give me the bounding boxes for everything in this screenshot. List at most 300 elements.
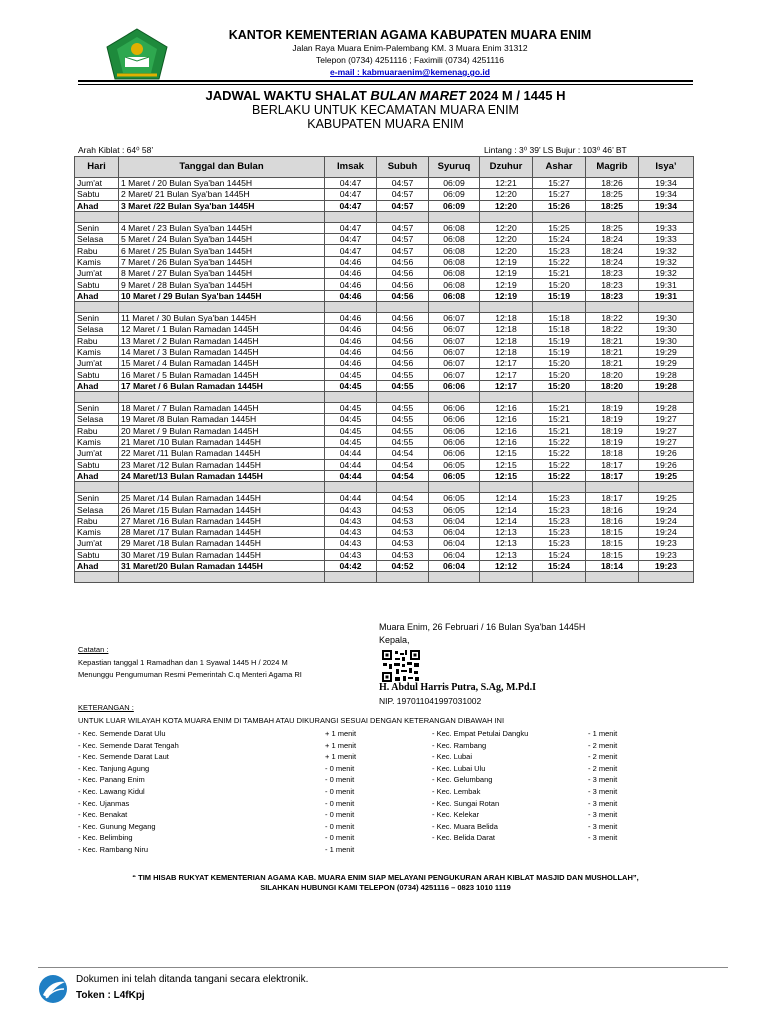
coordinates: Lintang : 3⁰ 39’ LS Bujur : 103⁰ 46’ BT bbox=[484, 145, 627, 155]
date-cell: 17 Maret / 6 Bulan Ramadan 1445H bbox=[119, 380, 325, 391]
time-cell: 15:25 bbox=[533, 222, 586, 233]
column-header: Syuruq bbox=[429, 157, 480, 178]
time-cell: 12:18 bbox=[480, 346, 533, 357]
time-cell: 04:45 bbox=[325, 436, 377, 447]
kecamatan-name: - Kec. Rambang Niru bbox=[78, 845, 149, 854]
hisab-note-line-1: “ TIM HISAB RUKYAT KEMENTERIAN AGAMA KAB. MUARA ENIM SIAP MELAYANI PENGUKURAN ARAH KIBLAT MASJID DAN MUSHOLLAH”, bbox=[132, 873, 639, 882]
time-cell: 19:30 bbox=[639, 312, 694, 323]
table-row bbox=[75, 425, 694, 436]
catatan-line-1: Kepastian tanggal 1 Ramadhan dan 1 Syawal 1445 H / 2024 M bbox=[78, 658, 288, 667]
time-cell: 12:19 bbox=[480, 256, 533, 267]
time-cell: 12:19 bbox=[480, 290, 533, 301]
time-cell: 04:44 bbox=[325, 448, 377, 459]
time-cell: 06:06 bbox=[429, 380, 480, 391]
day-cell: Senin bbox=[75, 493, 119, 504]
kecamatan-adjustment: - 3 menit bbox=[588, 787, 618, 796]
table-row bbox=[75, 335, 694, 346]
time-cell: 06:07 bbox=[429, 358, 480, 369]
time-cell: 12:17 bbox=[480, 358, 533, 369]
keterangan-intro: UNTUK LUAR WILAYAH KOTA MUARA ENIM DI TAMBAH ATAU DIKURANGI SESUAI DENGAN KETERANGAN DIBAWAH INI bbox=[78, 716, 505, 725]
kecamatan-adjustment: + 1 menit bbox=[325, 729, 357, 738]
office-address: Jalan Raya Muara Enim-Palembang KM. 3 Muara Enim 31312 bbox=[292, 43, 528, 53]
time-cell: 04:46 bbox=[325, 335, 377, 346]
time-cell: 12:17 bbox=[480, 369, 533, 380]
time-cell: 04:45 bbox=[325, 369, 377, 380]
day-cell: Senin bbox=[75, 312, 119, 323]
kecamatan-name: - Kec. Lubai bbox=[432, 752, 473, 762]
time-cell: 04:46 bbox=[325, 290, 377, 301]
date-cell: 9 Maret / 28 Bulan Sya'ban 1445H bbox=[119, 279, 325, 290]
separator-cell bbox=[119, 572, 325, 583]
separator-cell bbox=[429, 482, 480, 493]
time-cell: 04:53 bbox=[377, 515, 429, 526]
time-cell: 18:24 bbox=[586, 245, 639, 256]
day-cell: Senin bbox=[75, 222, 119, 233]
kecamatan-adjustment: - 2 menit bbox=[588, 740, 618, 750]
date-cell: 8 Maret / 27 Bulan Sya'ban 1445H bbox=[119, 268, 325, 279]
separator-cell bbox=[377, 211, 429, 222]
week-separator-row bbox=[75, 392, 694, 403]
date-cell: 26 Maret /15 Bulan Ramadan 1445H bbox=[119, 504, 325, 515]
day-cell: Jum'at bbox=[75, 268, 119, 279]
kecamatan-adjustment: - 0 menit bbox=[325, 798, 355, 808]
separator-cell bbox=[75, 301, 119, 312]
time-cell: 12:20 bbox=[480, 245, 533, 256]
date-cell: 3 Maret /22 Bulan Sya'ban 1445H bbox=[119, 200, 325, 211]
separator-cell bbox=[75, 482, 119, 493]
time-cell: 19:32 bbox=[639, 245, 694, 256]
table-row bbox=[75, 549, 694, 560]
date-cell: 16 Maret / 5 Bulan Ramadan 1445H bbox=[119, 369, 325, 380]
time-cell: 15:27 bbox=[533, 178, 586, 189]
time-cell: 04:56 bbox=[377, 290, 429, 301]
column-header: Hari bbox=[75, 157, 119, 178]
separator-cell bbox=[480, 301, 533, 312]
separator-cell bbox=[429, 392, 480, 403]
time-cell: 18:26 bbox=[586, 178, 639, 189]
footer-rule bbox=[38, 967, 728, 968]
time-cell: 19:23 bbox=[639, 549, 694, 560]
time-cell: 06:08 bbox=[429, 279, 480, 290]
time-cell: 15:23 bbox=[533, 538, 586, 549]
time-cell: 04:55 bbox=[377, 369, 429, 380]
time-cell: 06:07 bbox=[429, 312, 480, 323]
time-cell: 06:04 bbox=[429, 515, 480, 526]
bsre-logo-icon bbox=[36, 973, 70, 1005]
esign-token: Token : L4fKpj bbox=[76, 990, 145, 1001]
date-cell: 30 Maret /19 Bulan Ramadan 1445H bbox=[119, 549, 325, 560]
time-cell: 06:05 bbox=[429, 504, 480, 515]
time-cell: 15:21 bbox=[533, 403, 586, 414]
kecamatan-adjustment: - 0 menit bbox=[325, 821, 355, 831]
time-cell: 04:53 bbox=[377, 527, 429, 538]
time-cell: 04:46 bbox=[325, 346, 377, 357]
time-cell: 15:21 bbox=[533, 414, 586, 425]
time-cell: 18:16 bbox=[586, 515, 639, 526]
separator-cell bbox=[533, 392, 586, 403]
kecamatan-adjustment: - 0 menit bbox=[325, 833, 355, 843]
time-cell: 15:19 bbox=[533, 290, 586, 301]
catatan-label: Catatan : bbox=[78, 645, 109, 654]
time-cell: 18:14 bbox=[586, 560, 639, 571]
time-cell: 19:34 bbox=[639, 178, 694, 189]
time-cell: 12:15 bbox=[480, 448, 533, 459]
time-cell: 04:53 bbox=[377, 549, 429, 560]
time-cell: 04:56 bbox=[377, 335, 429, 346]
time-cell: 12:15 bbox=[480, 459, 533, 470]
day-cell: Ahad bbox=[75, 470, 119, 481]
time-cell: 18:25 bbox=[586, 189, 639, 200]
kecamatan-adjustment: - 3 menit bbox=[588, 810, 618, 820]
time-cell: 04:56 bbox=[377, 358, 429, 369]
time-cell: 18:19 bbox=[586, 436, 639, 447]
time-cell: 04:46 bbox=[325, 358, 377, 369]
day-cell: Sabtu bbox=[75, 369, 119, 380]
time-cell: 15:23 bbox=[533, 493, 586, 504]
time-cell: 04:46 bbox=[325, 324, 377, 335]
time-cell: 15:26 bbox=[533, 200, 586, 211]
separator-cell bbox=[377, 572, 429, 583]
time-cell: 06:04 bbox=[429, 538, 480, 549]
kecamatan-adjustment: - 1 menit bbox=[588, 729, 618, 738]
date-cell: 22 Maret /11 Bulan Ramadan 1445H bbox=[119, 448, 325, 459]
kecamatan-name: - Kec. Empat Petulai Dangku bbox=[432, 729, 529, 738]
day-cell: Sabtu bbox=[75, 279, 119, 290]
separator-cell bbox=[429, 301, 480, 312]
time-cell: 15:19 bbox=[533, 346, 586, 357]
table-row bbox=[75, 222, 694, 233]
table-row bbox=[75, 346, 694, 357]
time-cell: 06:06 bbox=[429, 425, 480, 436]
time-cell: 06:04 bbox=[429, 560, 480, 571]
time-cell: 18:24 bbox=[586, 256, 639, 267]
time-cell: 18:23 bbox=[586, 279, 639, 290]
time-cell: 04:57 bbox=[377, 234, 429, 245]
time-cell: 04:47 bbox=[325, 222, 377, 233]
separator-cell bbox=[119, 482, 325, 493]
time-cell: 18:18 bbox=[586, 448, 639, 459]
time-cell: 04:47 bbox=[325, 234, 377, 245]
time-cell: 04:44 bbox=[325, 493, 377, 504]
separator-cell bbox=[639, 301, 694, 312]
kecamatan-name: - Kec. Semende Darat Tengah bbox=[78, 740, 179, 750]
table-row bbox=[75, 470, 694, 481]
time-cell: 12:15 bbox=[480, 470, 533, 481]
date-cell: 18 Maret / 7 Bulan Ramadan 1445H bbox=[119, 403, 325, 414]
time-cell: 15:23 bbox=[533, 527, 586, 538]
time-cell: 19:34 bbox=[639, 189, 694, 200]
time-cell: 06:08 bbox=[429, 234, 480, 245]
time-cell: 19:26 bbox=[639, 448, 694, 459]
time-cell: 19:28 bbox=[639, 369, 694, 380]
day-cell: Selasa bbox=[75, 324, 119, 335]
date-cell: 29 Maret /18 Bulan Ramadan 1445H bbox=[119, 538, 325, 549]
time-cell: 12:14 bbox=[480, 504, 533, 515]
date-cell: 19 Maret /8 Bulan Ramadan 1445H bbox=[119, 414, 325, 425]
separator-cell bbox=[586, 482, 639, 493]
time-cell: 15:22 bbox=[533, 436, 586, 447]
time-cell: 04:43 bbox=[325, 527, 377, 538]
kecamatan-adjustment: - 1 menit bbox=[325, 845, 355, 854]
time-cell: 12:19 bbox=[480, 268, 533, 279]
time-cell: 04:43 bbox=[325, 515, 377, 526]
time-cell: 19:30 bbox=[639, 324, 694, 335]
separator-cell bbox=[75, 211, 119, 222]
header-rule-thick bbox=[78, 80, 693, 82]
date-cell: 15 Maret / 4 Bulan Ramadan 1445H bbox=[119, 358, 325, 369]
separator-cell bbox=[533, 211, 586, 222]
time-cell: 06:06 bbox=[429, 403, 480, 414]
table-row bbox=[75, 493, 694, 504]
table-row bbox=[75, 504, 694, 515]
kecamatan-name: - Kec. Lembak bbox=[432, 787, 481, 796]
time-cell: 15:23 bbox=[533, 245, 586, 256]
time-cell: 19:28 bbox=[639, 403, 694, 414]
time-cell: 12:20 bbox=[480, 222, 533, 233]
time-cell: 04:46 bbox=[325, 256, 377, 267]
table-row bbox=[75, 380, 694, 391]
time-cell: 15:22 bbox=[533, 459, 586, 470]
kecamatan-name: - Kec. Ujanmas bbox=[78, 798, 130, 808]
date-cell: 25 Maret /14 Bulan Ramadan 1445H bbox=[119, 493, 325, 504]
table-row bbox=[75, 245, 694, 256]
date-cell: 24 Maret/13 Bulan Ramadan 1445H bbox=[119, 470, 325, 481]
kecamatan-adjustment: + 1 menit bbox=[325, 740, 357, 750]
time-cell: 04:55 bbox=[377, 436, 429, 447]
time-cell: 12:19 bbox=[480, 279, 533, 290]
separator-cell bbox=[377, 301, 429, 312]
schedule-subtitle: BERLAKU UNTUK KECAMATAN MUARA ENIM bbox=[252, 103, 519, 117]
kecamatan-name: - Kec. Semende Darat Ulu bbox=[78, 729, 166, 738]
time-cell: 19:33 bbox=[639, 234, 694, 245]
week-separator-row bbox=[75, 572, 694, 583]
table-row bbox=[75, 369, 694, 380]
time-cell: 04:47 bbox=[325, 178, 377, 189]
time-cell: 04:56 bbox=[377, 312, 429, 323]
header-rule-thin bbox=[78, 84, 693, 85]
arah-kiblat: Arah Kiblat : 64⁰ 58’ bbox=[78, 145, 154, 155]
time-cell: 06:09 bbox=[429, 178, 480, 189]
kecamatan-name: - Kec. Belida Darat bbox=[432, 833, 495, 843]
time-cell: 04:54 bbox=[377, 470, 429, 481]
kecamatan-name: - Kec. Benakat bbox=[78, 810, 128, 820]
day-cell: Ahad bbox=[75, 290, 119, 301]
time-cell: 15:21 bbox=[533, 425, 586, 436]
time-cell: 15:24 bbox=[533, 549, 586, 560]
office-name: KANTOR KEMENTERIAN AGAMA KABUPATEN MUARA ENIM bbox=[228, 28, 592, 42]
table-row bbox=[75, 538, 694, 549]
time-cell: 04:47 bbox=[325, 189, 377, 200]
separator-cell bbox=[119, 211, 325, 222]
signatory-nip: NIP. 197011041997031002 bbox=[379, 696, 482, 706]
day-cell: Sabtu bbox=[75, 189, 119, 200]
column-header: Tanggal dan Bulan bbox=[119, 157, 325, 178]
time-cell: 12:14 bbox=[480, 515, 533, 526]
column-header: Ashar bbox=[533, 157, 586, 178]
week-separator-row bbox=[75, 482, 694, 493]
time-cell: 19:25 bbox=[639, 470, 694, 481]
time-cell: 19:31 bbox=[639, 279, 694, 290]
time-cell: 04:57 bbox=[377, 222, 429, 233]
table-row bbox=[75, 178, 694, 189]
catatan-line-2: Menunggu Pengumuman Resmi Pemerintah C.q Menteri Agama RI bbox=[78, 670, 302, 679]
time-cell: 04:45 bbox=[325, 414, 377, 425]
date-cell: 27 Maret /16 Bulan Ramadan 1445H bbox=[119, 515, 325, 526]
time-cell: 15:21 bbox=[533, 268, 586, 279]
separator-cell bbox=[377, 392, 429, 403]
time-cell: 18:22 bbox=[586, 312, 639, 323]
time-cell: 04:56 bbox=[377, 324, 429, 335]
day-cell: Sabtu bbox=[75, 549, 119, 560]
kecamatan-name: - Kec. Rambang bbox=[432, 740, 487, 750]
table-header-row bbox=[75, 157, 694, 178]
kecamatan-adjustment: - 0 menit bbox=[325, 775, 355, 785]
separator-cell bbox=[480, 392, 533, 403]
time-cell: 18:20 bbox=[586, 380, 639, 391]
signatory-name: H. Abdul Harris Putra, S.Ag, M.Pd.I bbox=[379, 682, 536, 693]
kecamatan-adjustment: - 0 menit bbox=[325, 787, 355, 796]
time-cell: 12:21 bbox=[480, 178, 533, 189]
time-cell: 06:06 bbox=[429, 448, 480, 459]
time-cell: 19:33 bbox=[639, 222, 694, 233]
day-cell: Rabu bbox=[75, 515, 119, 526]
time-cell: 04:47 bbox=[325, 200, 377, 211]
day-cell: Kamis bbox=[75, 436, 119, 447]
time-cell: 12:16 bbox=[480, 425, 533, 436]
time-cell: 04:56 bbox=[377, 279, 429, 290]
time-cell: 06:06 bbox=[429, 414, 480, 425]
time-cell: 18:17 bbox=[586, 493, 639, 504]
time-cell: 15:24 bbox=[533, 234, 586, 245]
time-cell: 12:14 bbox=[480, 493, 533, 504]
time-cell: 12:18 bbox=[480, 312, 533, 323]
day-cell: Senin bbox=[75, 403, 119, 414]
time-cell: 04:45 bbox=[325, 425, 377, 436]
table-row bbox=[75, 234, 694, 245]
column-header: Imsak bbox=[325, 157, 377, 178]
time-cell: 04:53 bbox=[377, 538, 429, 549]
time-cell: 15:23 bbox=[533, 515, 586, 526]
time-cell: 19:28 bbox=[639, 380, 694, 391]
time-cell: 04:55 bbox=[377, 403, 429, 414]
time-cell: 06:09 bbox=[429, 189, 480, 200]
kecamatan-adjustment: - 2 menit bbox=[588, 752, 618, 762]
separator-cell bbox=[639, 482, 694, 493]
column-header: Magrib bbox=[586, 157, 639, 178]
time-cell: 04:57 bbox=[377, 200, 429, 211]
time-cell: 04:46 bbox=[325, 312, 377, 323]
separator-cell bbox=[533, 301, 586, 312]
table-row bbox=[75, 414, 694, 425]
time-cell: 19:34 bbox=[639, 200, 694, 211]
kecamatan-name: - Kec. Lubai Ulu bbox=[432, 763, 486, 773]
time-cell: 12:17 bbox=[480, 380, 533, 391]
time-cell: 19:24 bbox=[639, 527, 694, 538]
table-row bbox=[75, 290, 694, 301]
office-email-link[interactable]: e-mail : kabmuaraenim@kemenag.go.id bbox=[330, 67, 490, 77]
time-cell: 06:07 bbox=[429, 369, 480, 380]
date-cell: 31 Maret/20 Bulan Ramadan 1445H bbox=[119, 560, 325, 571]
separator-cell bbox=[325, 301, 377, 312]
separator-cell bbox=[119, 392, 325, 403]
separator-cell bbox=[586, 392, 639, 403]
kecamatan-name: - Kec. Tanjung Agung bbox=[78, 763, 150, 773]
time-cell: 04:44 bbox=[325, 470, 377, 481]
time-cell: 15:22 bbox=[533, 470, 586, 481]
schedule-title: JADWAL WAKTU SHALAT BULAN MARET 2024 M / 1445 H bbox=[205, 88, 566, 103]
time-cell: 06:08 bbox=[429, 222, 480, 233]
time-cell: 04:52 bbox=[377, 560, 429, 571]
separator-cell bbox=[75, 392, 119, 403]
keterangan-label: KETERANGAN : bbox=[78, 703, 134, 712]
time-cell: 18:15 bbox=[586, 538, 639, 549]
time-cell: 04:55 bbox=[377, 380, 429, 391]
time-cell: 06:08 bbox=[429, 290, 480, 301]
time-cell: 12:13 bbox=[480, 527, 533, 538]
office-phone: Telepon (0734) 4251116 ; Faximili (0734) 4251116 bbox=[316, 55, 504, 65]
separator-cell bbox=[429, 211, 480, 222]
day-cell: Rabu bbox=[75, 335, 119, 346]
time-cell: 19:27 bbox=[639, 436, 694, 447]
time-cell: 19:23 bbox=[639, 560, 694, 571]
time-cell: 04:56 bbox=[377, 256, 429, 267]
separator-cell bbox=[377, 482, 429, 493]
time-cell: 12:16 bbox=[480, 436, 533, 447]
time-cell: 04:56 bbox=[377, 268, 429, 279]
table-row bbox=[75, 560, 694, 571]
table-row bbox=[75, 268, 694, 279]
kecamatan-name: - Kec. Gelumbang bbox=[432, 775, 493, 785]
date-cell: 23 Maret /12 Bulan Ramadan 1445H bbox=[119, 459, 325, 470]
schedule-region: KABUPATEN MUARA ENIM bbox=[307, 117, 464, 131]
time-cell: 15:22 bbox=[533, 448, 586, 459]
table-row bbox=[75, 189, 694, 200]
time-cell: 18:15 bbox=[586, 549, 639, 560]
table-row bbox=[75, 527, 694, 538]
time-cell: 06:05 bbox=[429, 459, 480, 470]
time-cell: 04:54 bbox=[377, 459, 429, 470]
time-cell: 04:44 bbox=[325, 459, 377, 470]
time-cell: 06:04 bbox=[429, 527, 480, 538]
separator-cell bbox=[325, 211, 377, 222]
time-cell: 12:20 bbox=[480, 200, 533, 211]
esign-statement: Dokumen ini telah ditanda tangani secara elektronik. bbox=[76, 974, 309, 985]
time-cell: 19:31 bbox=[639, 290, 694, 301]
time-cell: 06:08 bbox=[429, 245, 480, 256]
table-row bbox=[75, 403, 694, 414]
time-cell: 15:27 bbox=[533, 189, 586, 200]
time-cell: 06:04 bbox=[429, 549, 480, 560]
date-cell: 21 Maret /10 Bulan Ramadan 1445H bbox=[119, 436, 325, 447]
kecamatan-name: - Kec. Panang Enim bbox=[78, 775, 145, 785]
separator-cell bbox=[639, 392, 694, 403]
time-cell: 12:20 bbox=[480, 189, 533, 200]
time-cell: 12:18 bbox=[480, 335, 533, 346]
signature-role: Kepala, bbox=[379, 635, 410, 645]
time-cell: 15:20 bbox=[533, 369, 586, 380]
day-cell: Selasa bbox=[75, 414, 119, 425]
time-cell: 04:45 bbox=[325, 380, 377, 391]
time-cell: 06:05 bbox=[429, 470, 480, 481]
day-cell: Sabtu bbox=[75, 459, 119, 470]
table-row bbox=[75, 515, 694, 526]
separator-cell bbox=[586, 301, 639, 312]
time-cell: 06:07 bbox=[429, 335, 480, 346]
kecamatan-adjustment: - 3 menit bbox=[588, 833, 618, 843]
separator-cell bbox=[325, 482, 377, 493]
time-cell: 04:53 bbox=[377, 504, 429, 515]
signature-place-date: Muara Enim, 26 Februari / 16 Bulan Sya'ban 1445H bbox=[379, 622, 586, 632]
